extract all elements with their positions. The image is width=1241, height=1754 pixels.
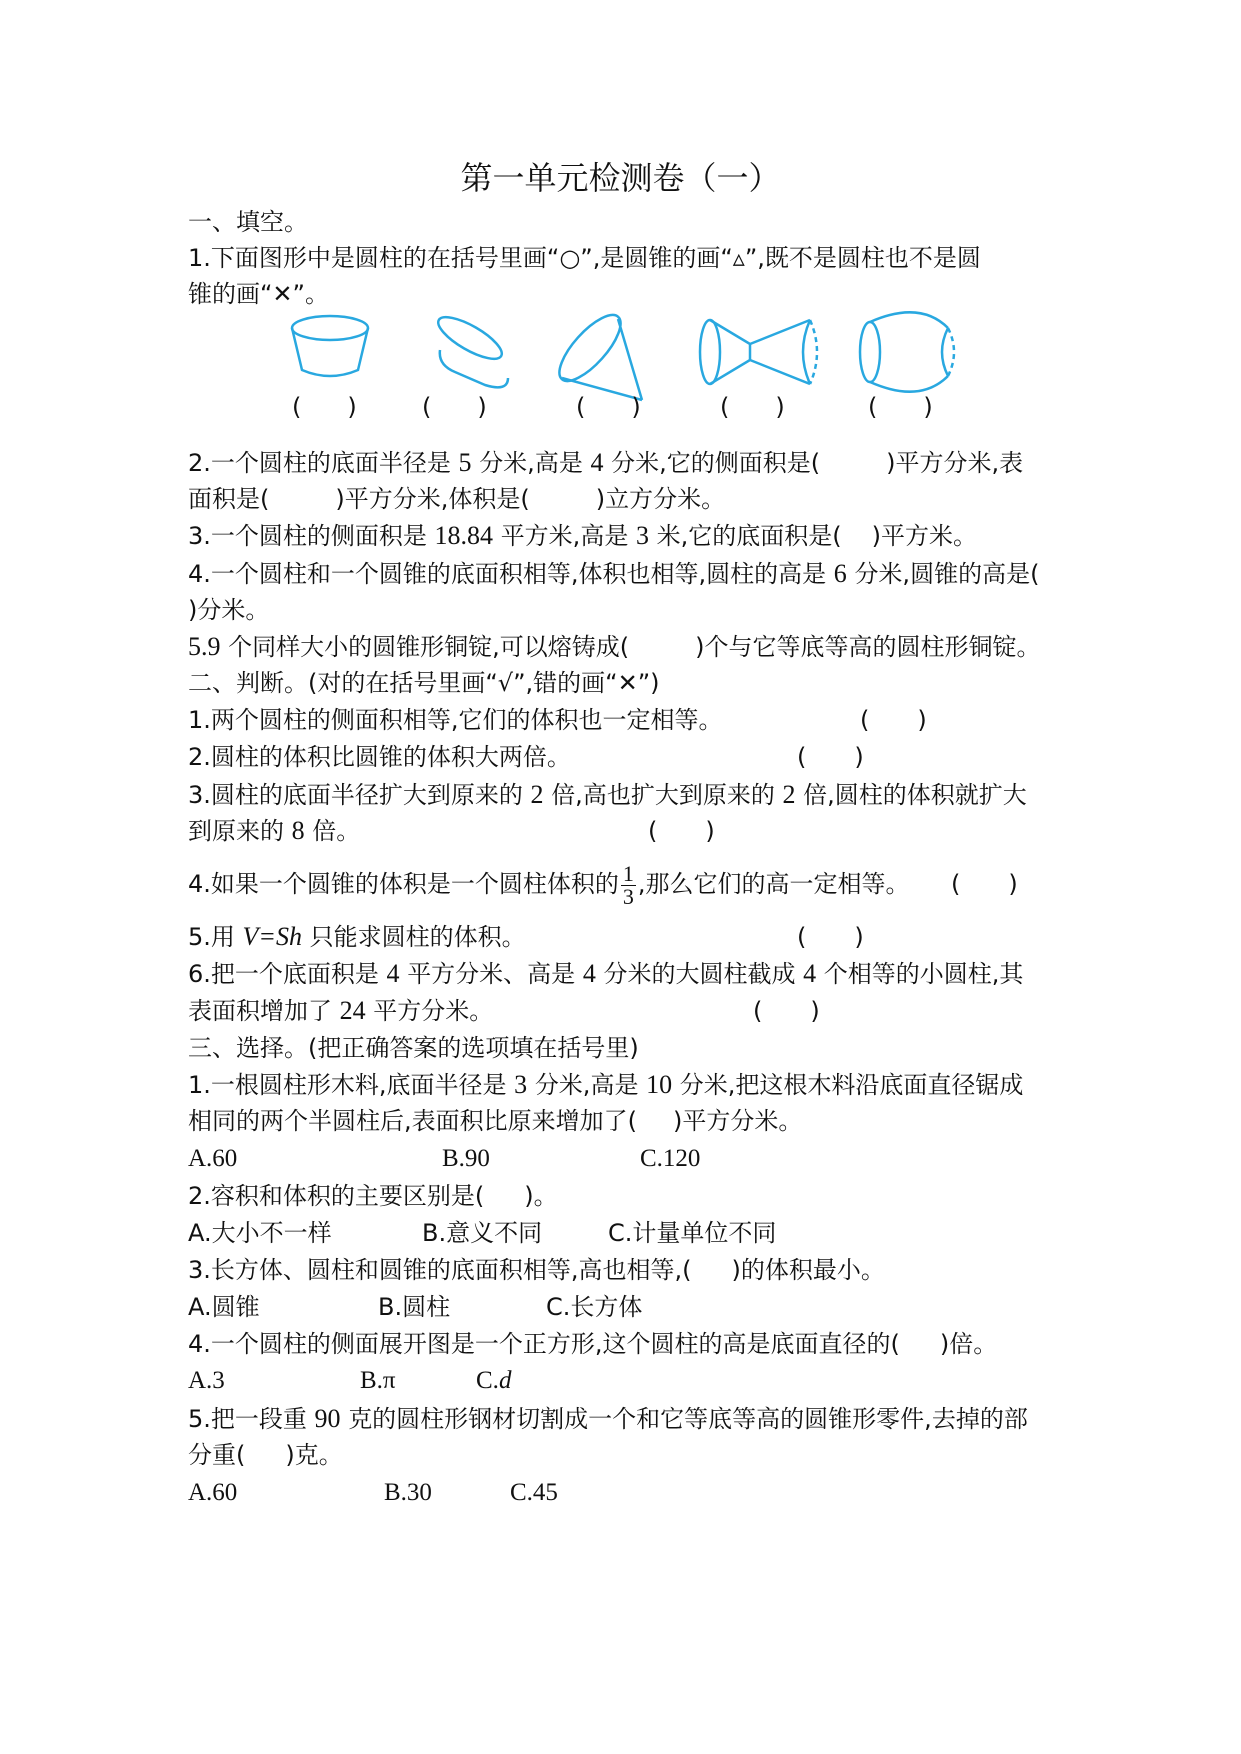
figure-4-answer-bracket[interactable]: ( ): [720, 393, 785, 421]
figure-5-answer-bracket[interactable]: ( ): [868, 393, 933, 421]
question-3-4-option-c[interactable]: C.d: [476, 1367, 512, 1394]
question-2-4: 4.如果一个圆锥的体积是一个圆柱体积的 $\frac{1}{3}$ ,那么它们的高一定相等。: [188, 860, 910, 909]
frustum-figure: [292, 316, 368, 376]
question-2-3-answer[interactable]: ( ): [648, 817, 715, 845]
question-3-5-option-c[interactable]: C.45: [510, 1479, 558, 1506]
double-cone-figure: [700, 320, 817, 384]
question-3-1-line-2: 相同的两个半圆柱后,表面积比原来增加了( )平方分米。: [188, 1107, 803, 1135]
section-heading-choose: 三、选择。(把正确答案的选项填在括号里): [188, 1034, 639, 1062]
question-1-2-line-1: 2.一个圆柱的底面半径是 5 分米,高是 4 分米,它的侧面积是( )平方分米,表: [188, 448, 1024, 477]
question-3-3-option-b[interactable]: B.圆柱: [378, 1293, 451, 1321]
question-2-1-answer[interactable]: ( ): [860, 706, 927, 734]
question-3-1-option-c[interactable]: C.120: [640, 1145, 701, 1172]
question-2-6-line-2: 表面积增加了 24 平方分米。: [188, 996, 494, 1025]
question-1-4-line-2: )分米。: [188, 596, 270, 624]
question-2-5-answer[interactable]: ( ): [797, 923, 864, 951]
figure-2-answer-bracket[interactable]: ( ): [422, 393, 487, 421]
section-heading-fill-in: 一、填空。: [188, 208, 308, 236]
question-2-5: 5.用 V=Sh 只能求圆柱的体积。: [188, 922, 526, 951]
question-2-4-answer[interactable]: ( ): [951, 870, 1018, 898]
question-1-3: 3.一个圆柱的侧面积是 18.84 平方米,高是 3 米,它的底面积是( )平方米。: [188, 521, 977, 550]
question-1-1-line-1: 1.下面图形中是圆柱的在括号里画“○”,是圆锥的画“▵”,既不是圆柱也不是圆: [188, 244, 981, 272]
question-1-5: 5.9 个同样大小的圆锥形铜锭,可以熔铸成( )个与它等底等高的圆柱形铜锭。: [188, 632, 1041, 661]
question-3-5-option-a[interactable]: A.60: [188, 1479, 238, 1506]
question-2-3-line-2: 到原来的 8 倍。: [188, 816, 361, 845]
question-3-3: 3.长方体、圆柱和圆锥的底面积相等,高也相等,( )的体积最小。: [188, 1256, 885, 1284]
question-2-6-answer[interactable]: ( ): [753, 997, 820, 1025]
question-1-1-line-2: 锥的画“✕”。: [188, 280, 329, 308]
question-3-5-line-1: 5.把一段重 90 克的圆柱形钢材切割成一个和它等底等高的圆锥形零件,去掉的部: [188, 1404, 1028, 1433]
question-3-2-option-c[interactable]: C.计量单位不同: [608, 1219, 777, 1247]
question-3-2-option-b[interactable]: B.意义不同: [422, 1219, 543, 1247]
question-2-6-line-1: 6.把一个底面积是 4 平方分米、高是 4 分米的大圆柱截成 4 个相等的小圆柱,其: [188, 959, 1024, 988]
fraction-one-third: $\frac{1}{3}$: [622, 860, 634, 909]
question-2-1: 1.两个圆柱的侧面积相等,它们的体积也一定相等。: [188, 706, 723, 734]
page-title: 第一单元检测卷（一）: [460, 159, 781, 197]
figure-1-answer-bracket[interactable]: ( ): [292, 393, 357, 421]
question-3-5-option-b[interactable]: B.30: [384, 1479, 432, 1506]
question-3-4-option-b[interactable]: B.π: [360, 1367, 396, 1394]
question-3-3-option-c[interactable]: C.长方体: [546, 1293, 643, 1321]
question-1-4-line-1: 4.一个圆柱和一个圆锥的底面积相等,体积也相等,圆柱的高是 6 分米,圆锥的高是(: [188, 559, 1040, 588]
question-3-1-option-a[interactable]: A.60: [188, 1145, 238, 1172]
figure-3-answer-bracket[interactable]: ( ): [576, 393, 641, 421]
question-3-3-option-a[interactable]: A.圆锥: [188, 1293, 260, 1321]
question-3-2-option-a[interactable]: A.大小不一样: [188, 1219, 332, 1247]
question-1-2-line-2: 面积是( )平方分米,体积是( )立方分米。: [188, 485, 726, 513]
question-2-2-answer[interactable]: ( ): [797, 743, 864, 771]
question-3-4: 4.一个圆柱的侧面展开图是一个正方形,这个圆柱的高是底面直径的( )倍。: [188, 1330, 998, 1358]
question-3-1-line-1: 1.一根圆柱形木料,底面半径是 3 分米,高是 10 分米,把这根木料沿底面直径锯成: [188, 1070, 1024, 1099]
cone-figure: [550, 310, 642, 400]
section-heading-judge: 二、判断。(对的在括号里画“√”,错的画“✕”): [188, 669, 660, 697]
question-2-3-line-1: 3.圆柱的底面半径扩大到原来的 2 倍,高也扩大到原来的 2 倍,圆柱的体积就扩大: [188, 780, 1027, 809]
barrel-figure: [860, 312, 954, 391]
question-3-1-option-b[interactable]: B.90: [442, 1145, 490, 1172]
question-3-2: 2.容积和体积的主要区别是( )。: [188, 1182, 558, 1210]
question-3-4-option-a[interactable]: A.3: [188, 1367, 225, 1394]
tilted-cylinder-figure: [433, 310, 508, 387]
question-3-5-line-2: 分重( )克。: [188, 1441, 343, 1469]
question-2-2: 2.圆柱的体积比圆锥的体积大两倍。: [188, 743, 571, 771]
